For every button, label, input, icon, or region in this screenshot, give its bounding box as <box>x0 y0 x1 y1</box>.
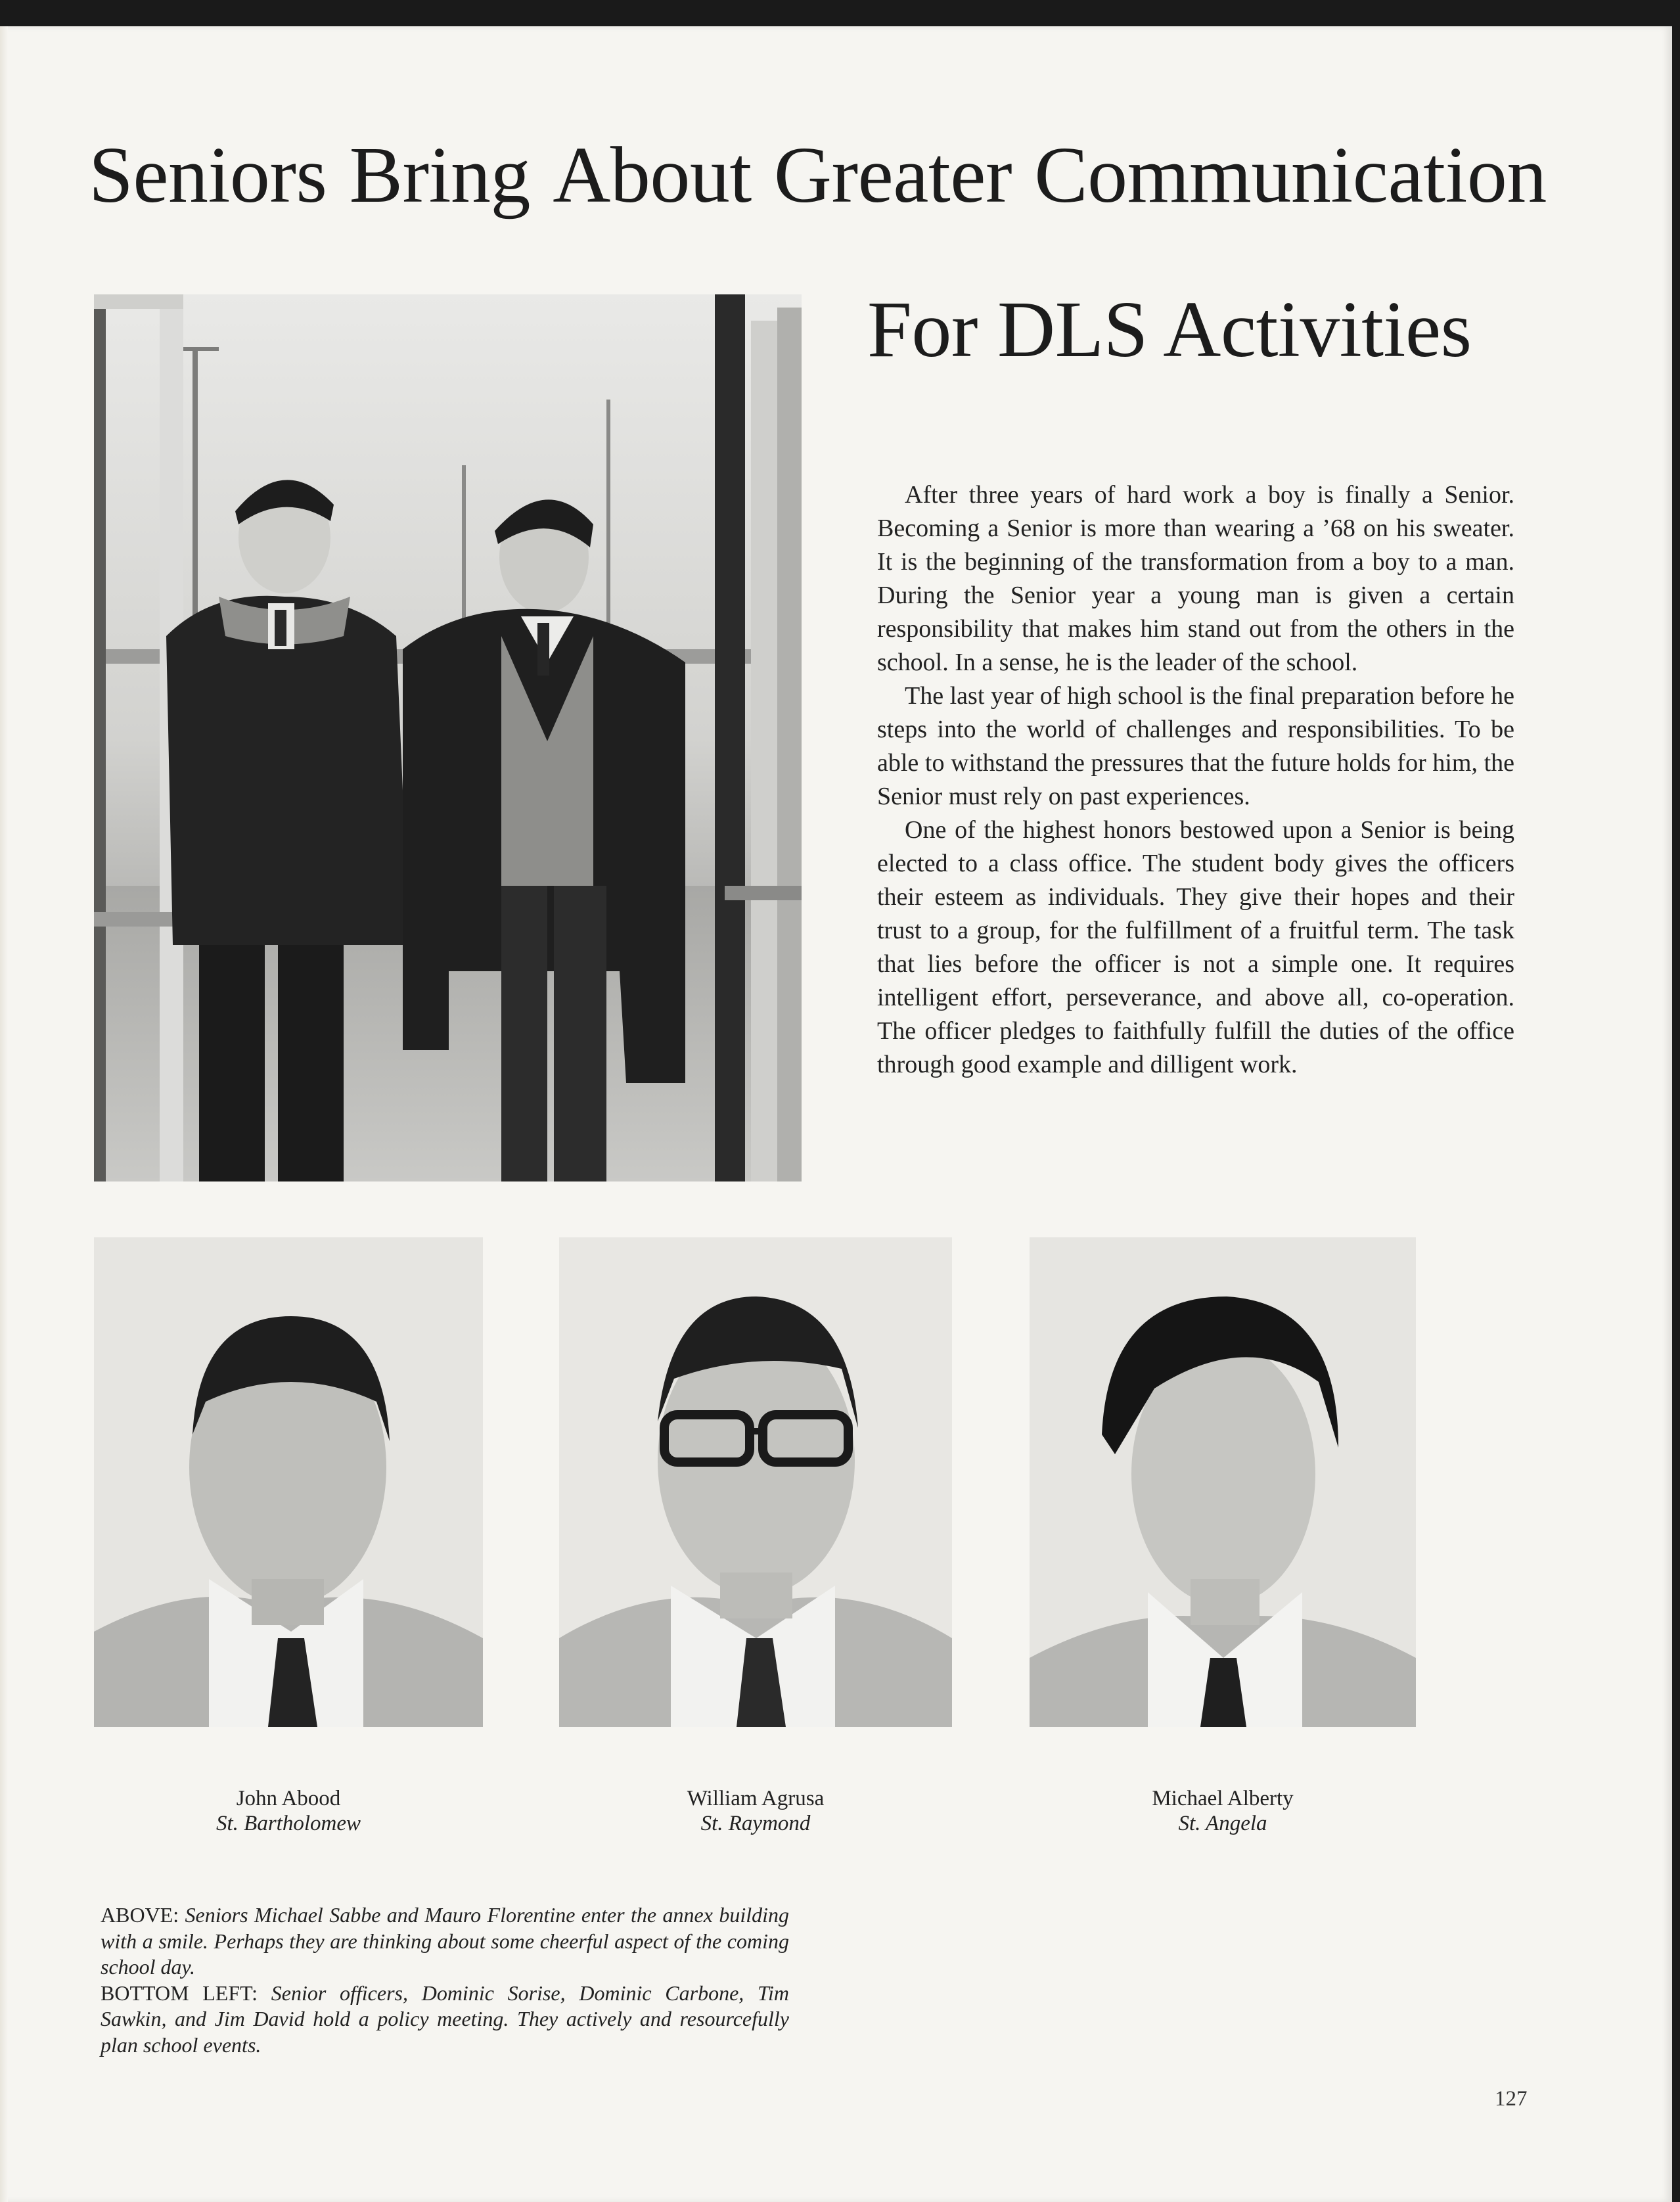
article-paragraph: After three years of hard work a boy is finally a Senior. Becoming a Senior is more than wearing a ’68 on his sweater. It is the beginning of the transformation from a boy to a man. During the Senior year a young man is given a certain responsibility that makes him stand out from the others in the school. In a sense, he is the leader of the school. <box>877 481 1514 676</box>
portrait-photo <box>1030 1237 1416 1727</box>
yearbook-page <box>0 26 1672 2202</box>
student-name: John Abood <box>236 1787 341 1810</box>
portrait-caption <box>558 1786 953 1836</box>
student-name: William Agrusa <box>687 1787 825 1810</box>
student-name: Michael Alberty <box>1152 1787 1294 1810</box>
main-photo-illustration <box>94 294 802 1181</box>
student-parish: St. Bartholomew <box>216 1812 361 1835</box>
article-paragraph: One of the highest honors bestowed upon a Senior is being elected to a class office. The student body gives the officers their esteem as individuals. They give their hopes and their trust to a group, for the fulfillment of a fruitful term. The task that lies before the officer is not a simple one. It requires intelligent effort, perseverance, and above all, co-operation. The officer pledges to faithfully fulfill the duties of the office through good example and dilligent work. <box>877 816 1514 1078</box>
article-paragraph: The last year of high school is the final preparation before he steps into the world of challenges and responsibilities. To be able to withstand the pressures that the future holds for him, the Senior must rely on past experiences. <box>877 682 1514 810</box>
portrait-caption <box>91 1786 486 1836</box>
caption-text: Senior officers, Dominic Sorise, Dominic Carbone, Tim Sawkin, and Jim David hold a policy meeting. They actively and resourcefully plan school events. <box>101 1981 790 2057</box>
caption-above <box>101 1902 789 1981</box>
student-parish: St. Angela <box>1178 1812 1267 1835</box>
headline-word: Greater <box>773 131 1012 219</box>
portrait-illustration <box>1030 1237 1416 1727</box>
portrait-caption <box>1026 1786 1420 1836</box>
caption-label: BOTTOM LEFT: <box>101 1981 258 2005</box>
caption-bottom-left <box>101 1981 789 2059</box>
main-photo-students-entering <box>94 294 802 1181</box>
headline-word: Communication <box>1034 131 1547 219</box>
photo-caption <box>101 1902 789 2058</box>
caption-label: ABOVE: <box>101 1903 179 1927</box>
portrait-photo <box>94 1237 483 1727</box>
page-number: 127 <box>1495 2087 1528 2111</box>
page-edge <box>0 26 8 2202</box>
caption-text: Seniors Michael Sabbe and Mauro Florentine enter the annex building with a smile. Perhaps they are thinking about some cheerful aspect of the coming school day. <box>101 1903 790 1979</box>
headline-word: Seniors <box>89 131 327 219</box>
portrait-photo <box>559 1237 952 1727</box>
headline-word: Bring <box>349 131 531 219</box>
student-parish: St. Raymond <box>700 1812 811 1835</box>
headline-line-2: For DLS Activities <box>867 285 1472 374</box>
article-body <box>877 478 1514 1082</box>
portrait-illustration <box>559 1237 952 1727</box>
headline-line-1 <box>89 131 1600 219</box>
portrait-illustration <box>94 1237 483 1727</box>
headline-word: About <box>553 131 752 219</box>
